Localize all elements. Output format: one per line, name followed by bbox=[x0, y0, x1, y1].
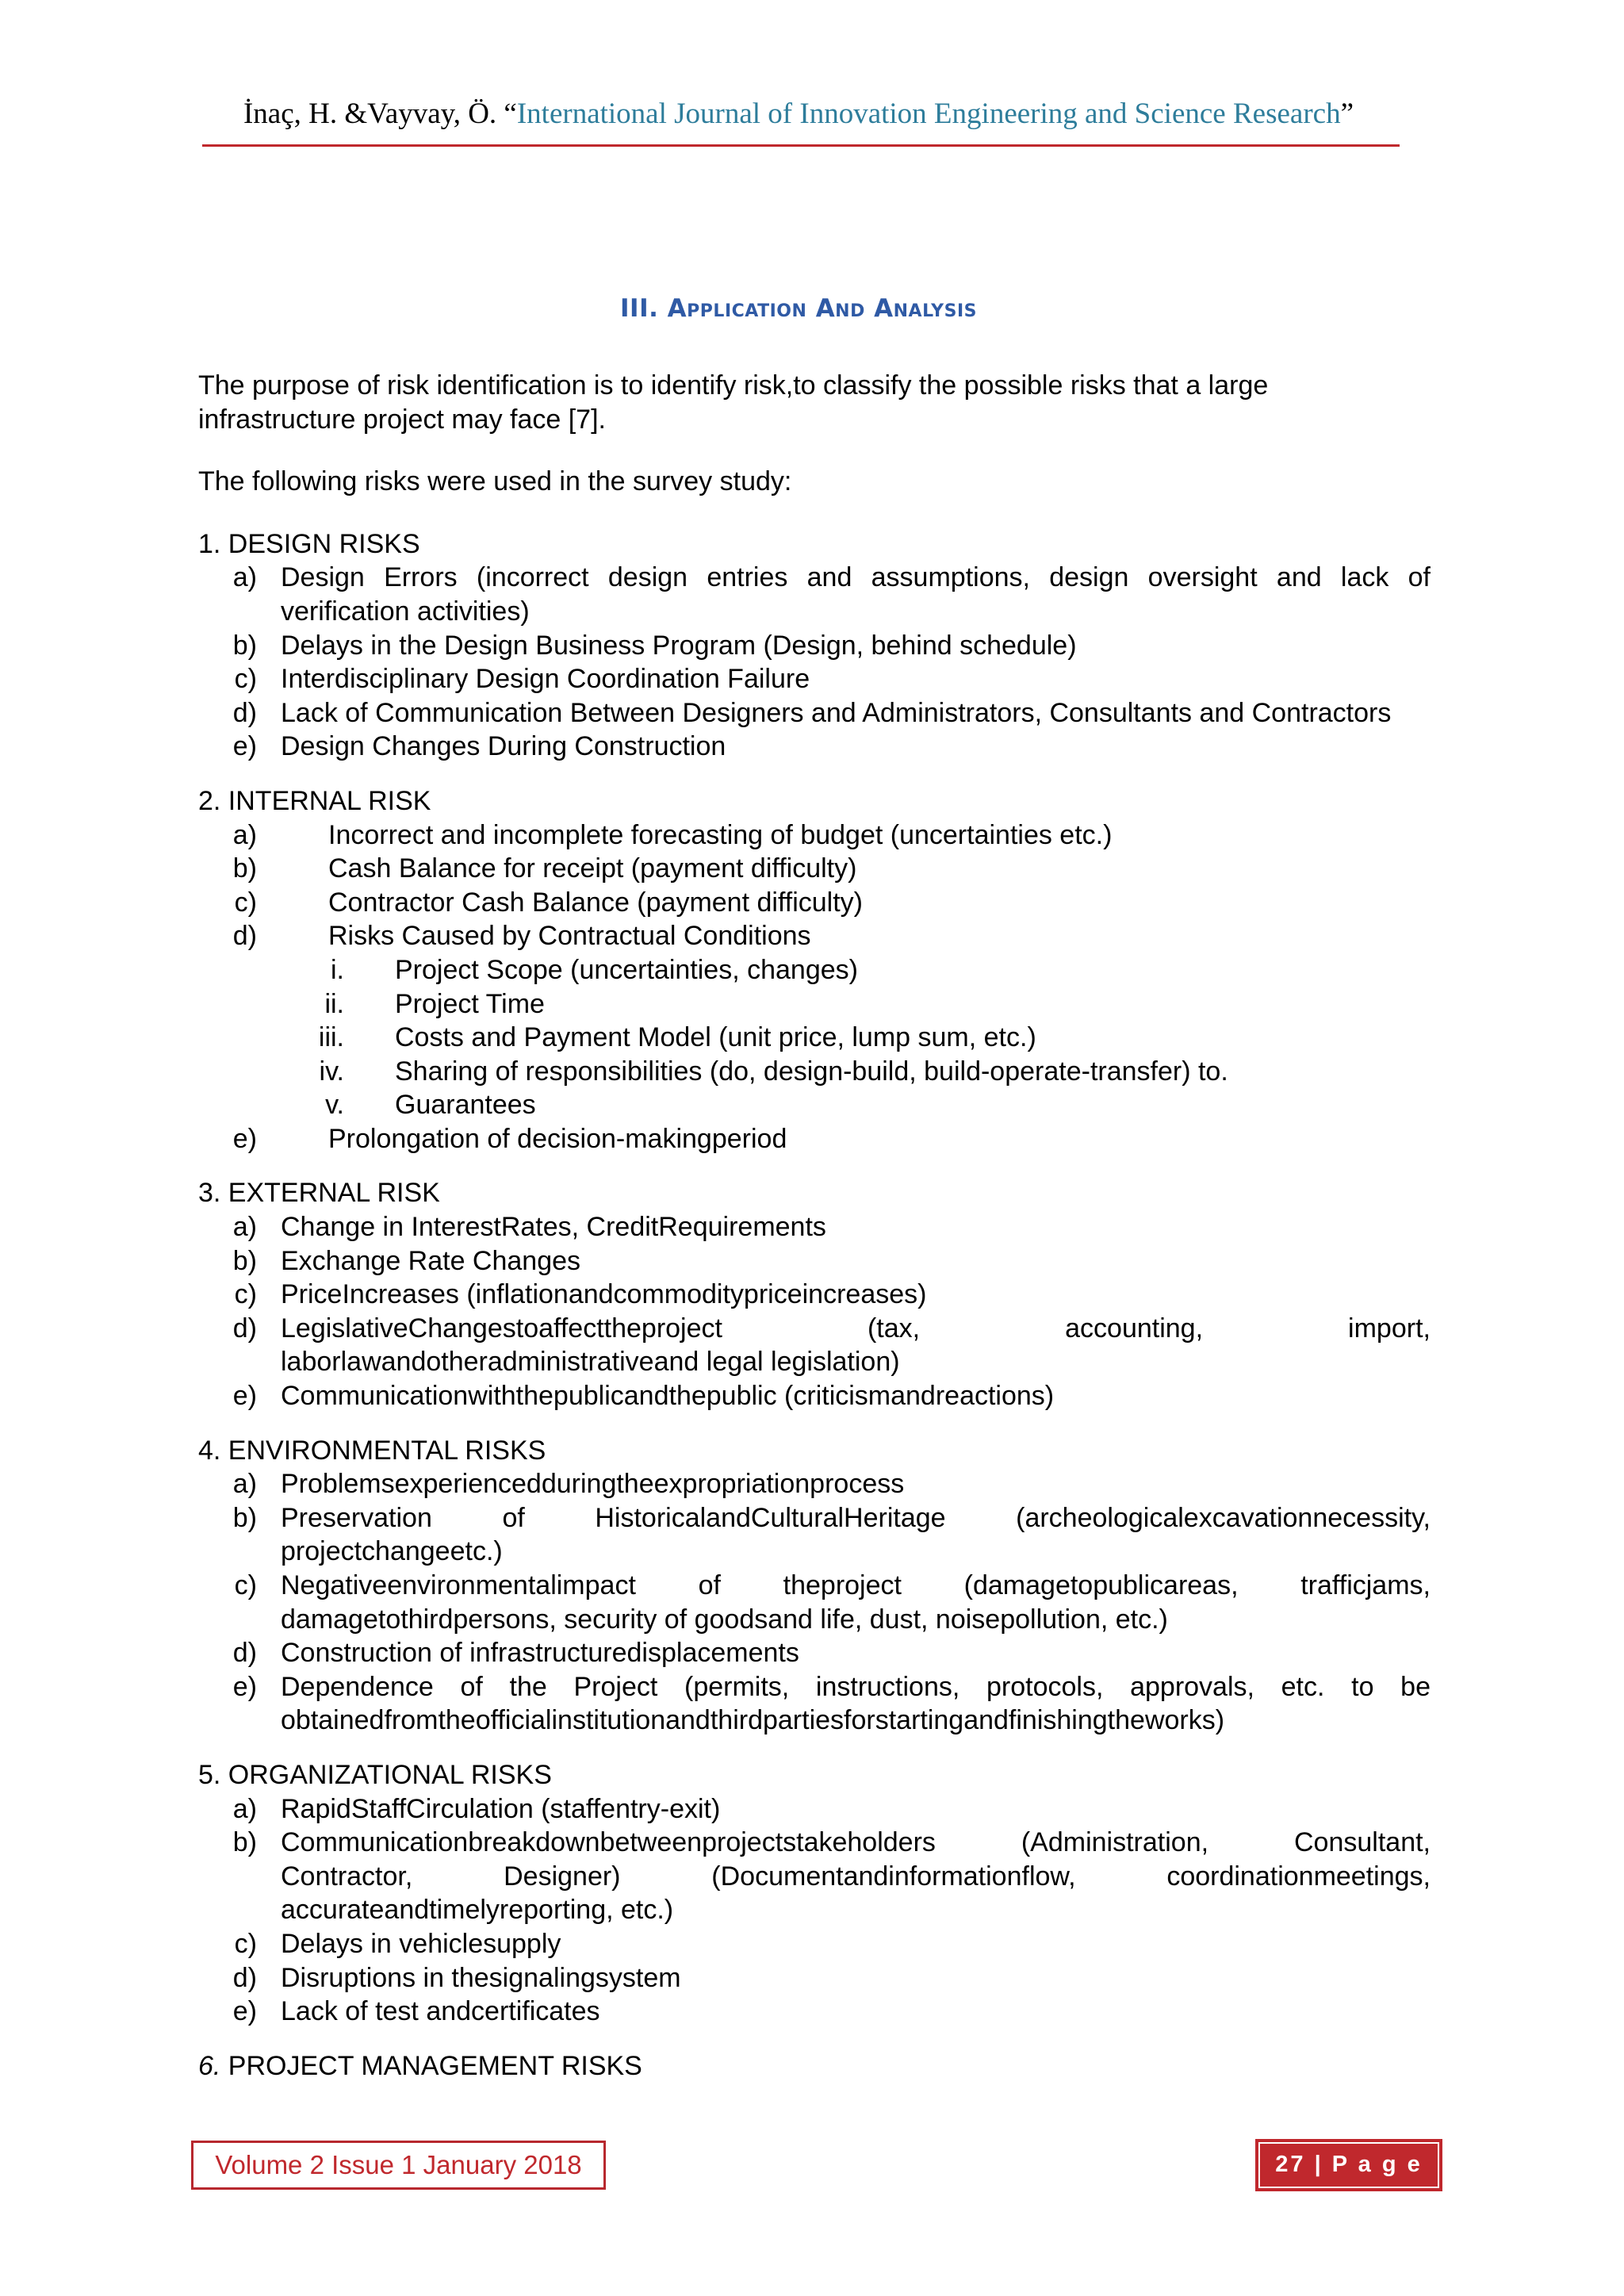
list-item: d) Lack of Communication Between Designers and Administrators, Consultants and Contractors bbox=[232, 697, 1392, 728]
list-item: d) Risks Caused by Contractual Conditions bbox=[232, 921, 811, 952]
design-risks-heading: 1. DESIGN RISKS bbox=[198, 528, 420, 559]
sub-list-item: ii. Project Time bbox=[324, 988, 545, 1019]
list-item: a) RapidStaffCirculation (staffentry-exit) bbox=[232, 1793, 721, 1824]
list-item: c) Interdisciplinary Design Coordination Failure bbox=[234, 664, 810, 695]
list-item: e) Communicationwiththepublicandthepublic (criticismandreactions) bbox=[232, 1381, 1055, 1412]
list-item: e) Lack of test andcertificates bbox=[232, 1996, 600, 2027]
footer-page-box bbox=[1255, 2139, 1442, 2191]
environmental-risks-heading: 4. ENVIRONMENTAL RISKS bbox=[198, 1435, 546, 1466]
section-title: III. Application And Analysis bbox=[620, 294, 977, 323]
list-item: b) Cash Balance for receipt (payment difficulty) bbox=[232, 853, 857, 884]
list-item: b) Exchange Rate Changes bbox=[232, 1245, 581, 1276]
header-rule bbox=[202, 144, 1400, 147]
header-close-quote: ” bbox=[1340, 98, 1354, 130]
list-item: e) Design Changes During Construction bbox=[232, 731, 726, 762]
sub-list-item: v. Guarantees bbox=[325, 1090, 536, 1121]
list-item: c) Negativeenvironmentalimpact of theproject (damagetopublicareas, trafficjams, damagetothirdpersons, security of goodsand life, dust, noisepollution, etc.) bbox=[234, 1570, 1431, 1635]
footer-volume: Volume 2 Issue 1 January 2018 bbox=[197, 2146, 600, 2184]
intro-paragraph: The purpose of risk identification is to identify risk,to classify the possible risks that a large infrastructure project may face [7]. bbox=[198, 370, 1269, 435]
list-item: d) Disruptions in thesignalingsystem bbox=[232, 1962, 681, 1993]
running-header bbox=[198, 97, 1399, 131]
header-authors: İnaç, H. &Vayvay, Ö. “ bbox=[243, 98, 517, 130]
list-item: d) LegislativeChangestoaffecttheproject (tax, accounting, import, laborlawandotheradministrativeand legal legislation) bbox=[232, 1313, 1431, 1378]
internal-risk-heading: 2. INTERNAL RISK bbox=[198, 785, 431, 816]
list-item: b) Communicationbreakdownbetweenprojectstakeholders (Administration, Consultant, Contractor, Designer) (Documentandinformationflow, coordinationmeetings, accurateandtimelyreporting, etc.) bbox=[232, 1827, 1431, 1926]
organizational-risks-heading: 5. ORGANIZATIONAL RISKS bbox=[198, 1759, 552, 1790]
list-item: a) Change in InterestRates, CreditRequirements bbox=[232, 1212, 826, 1243]
footer-page-number: 27 | P a g e bbox=[1258, 2142, 1439, 2188]
article-body bbox=[198, 369, 1431, 2083]
list-item: b) Preservation of HistoricalandCulturalHeritage (archeologicalexcavationnecessity, projectchangeetc.) bbox=[232, 1502, 1431, 1567]
list-item: a) Design Errors (incorrect design entries and assumptions, design oversight and lack of verification activities) bbox=[232, 562, 1431, 627]
list-item: b) Delays in the Design Business Program (Design, behind schedule) bbox=[232, 630, 1077, 661]
list-item: e) Dependence of the Project (permits, instructions, protocols, approvals, etc. to be obtainedfromtheofficialinstitutionandthirdpartiesforstartingandfinishingtheworks) bbox=[232, 1671, 1431, 1736]
survey-intro-paragraph: The following risks were used in the survey study: bbox=[198, 466, 792, 497]
sub-list-item: iv. Sharing of responsibilities (do, design-build, build-operate-transfer) to. bbox=[319, 1056, 1228, 1087]
list-item: c) PriceIncreases (inflationandcommoditypriceincreases) bbox=[234, 1279, 927, 1310]
list-item: d) Construction of infrastructuredisplacements bbox=[232, 1638, 799, 1669]
sub-list-item: iii. Costs and Payment Model (unit price, lump sum, etc.) bbox=[318, 1022, 1036, 1053]
project-management-risks-heading: 6. PROJECT MANAGEMENT RISKS bbox=[198, 2050, 642, 2081]
list-item: c) Contractor Cash Balance (payment difficulty) bbox=[234, 887, 864, 918]
list-item: a) Incorrect and incomplete forecasting of budget (uncertainties etc.) bbox=[232, 819, 1113, 850]
sub-list-item: i. Project Scope (uncertainties, changes) bbox=[331, 954, 858, 985]
external-risk-heading: 3. EXTERNAL RISK bbox=[198, 1178, 440, 1209]
list-item: a) Problemsexperiencedduringtheexpropriationprocess bbox=[232, 1469, 905, 1500]
list-item: e) Prolongation of decision-makingperiod bbox=[232, 1123, 787, 1154]
list-item: c) Delays in vehiclesupply bbox=[234, 1928, 561, 1959]
header-journal-name: International Journal of Innovation Engineering and Science Research bbox=[516, 98, 1341, 130]
footer-volume-box bbox=[191, 2141, 606, 2190]
